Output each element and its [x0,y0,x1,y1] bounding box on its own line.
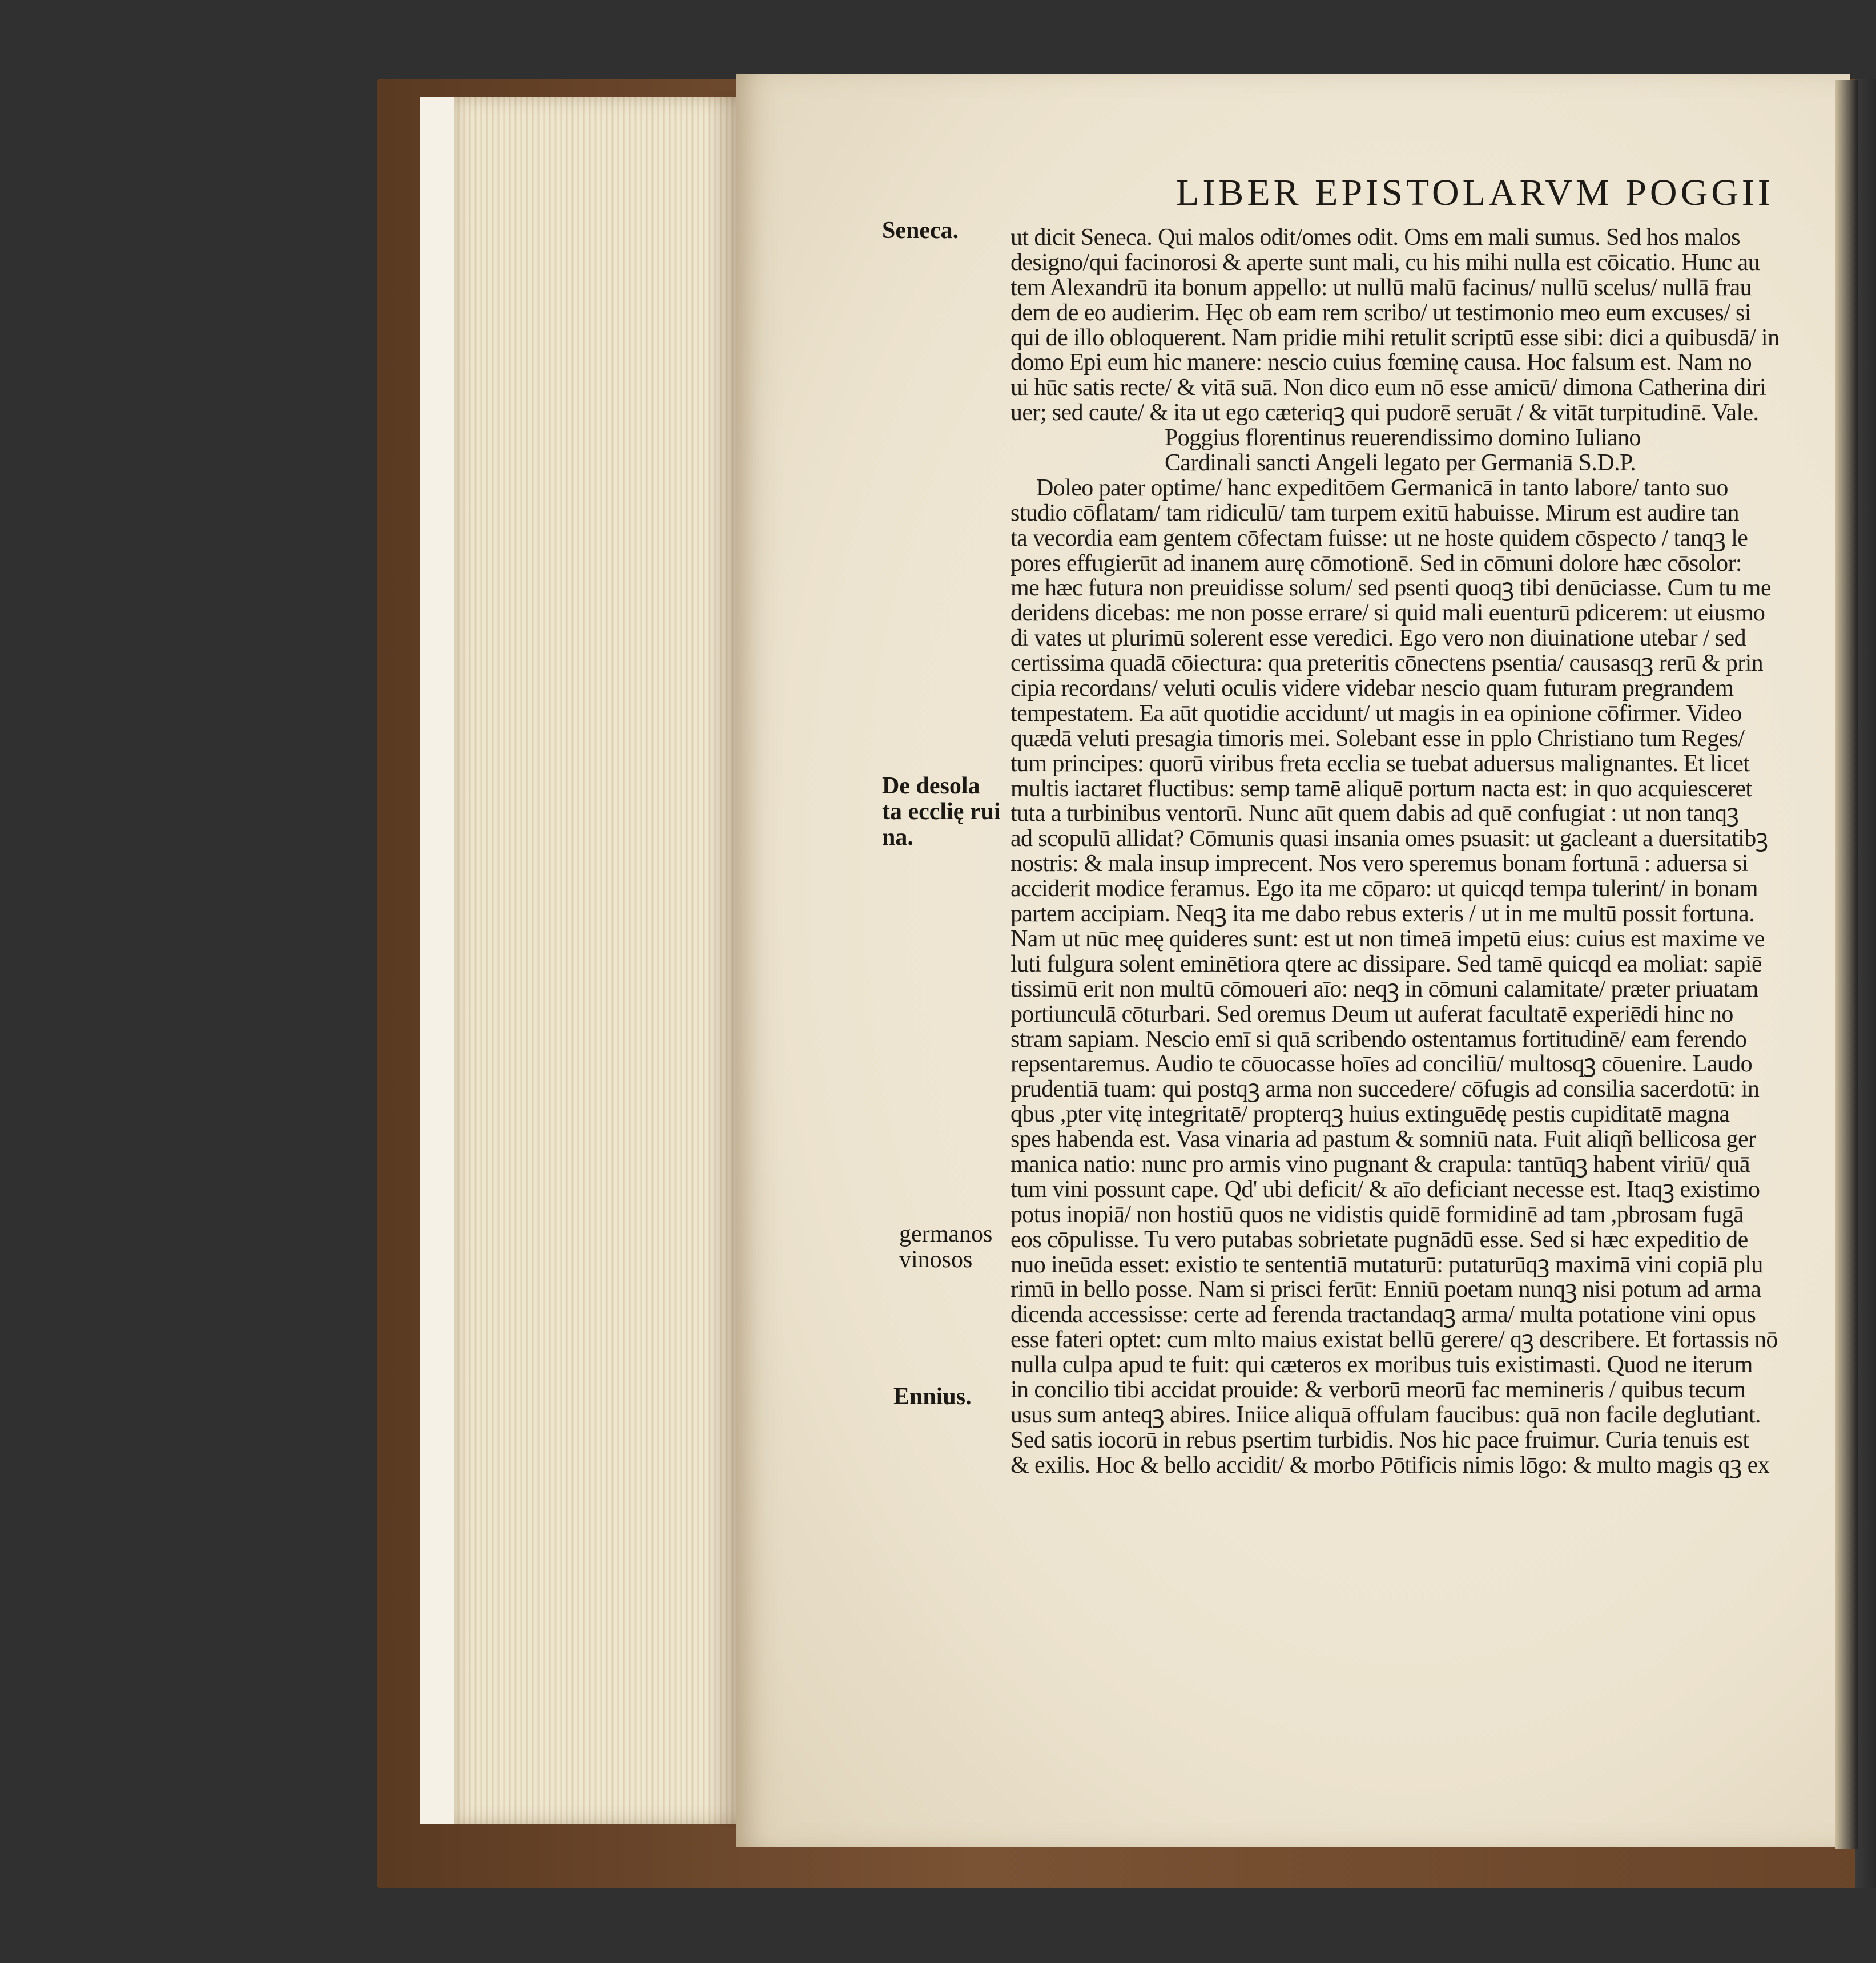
margin-note-desolata-3: na. [882,824,913,851]
text-line: ui hūc satis recte/ & vitā suā. Non dico eum nō esse amicū/ dimona Catherina diri [1011,376,1766,401]
text-line: usus sum anteqꝫ abires. Iniice aliquā offulam faucibus: quā non facile deglutiant. [1011,1402,1761,1428]
text-line: designo/qui facinorosi & aperte sunt mali, cu his mihi nulla est cōicatio. Hunc au [1011,250,1760,276]
text-line: domo Epi eum hic manere: nescio cuius fœminę causa. Hoc falsum est. Nam no [1011,350,1752,376]
page-edges-stack [454,97,751,1824]
text-line: qbus ,pter vitę integritatē/ propterqꝫ huius extinguēdę pestis cupiditatē magna [1011,1102,1730,1128]
running-head: LIBER EPISTOLARVM POGGII [1176,172,1774,213]
text-line: Doleo pater optime/ hanc expeditōem Germanicā in tanto labore/ tanto suo [1036,475,1728,501]
text-line: in concilio tibi accidat prouide: & verborū meorū fac memineris / quibus tecum [1011,1377,1746,1403]
text-line: ut dicit Seneca. Qui malos odit/omes odit. Oms em mali sumus. Sed hos malos [1011,225,1740,251]
text-line: studio cōflatam/ tam ridiculū/ tam turpem exitū habuisse. Mirum est audire tan [1011,501,1739,526]
text-line: tuta a turbinibus ventorū. Nunc aūt quem dabis ad quē confugiat : ut non tanqꝫ [1011,801,1739,827]
text-line: rimū in bello posse. Nam si prisci ferūt: Enniū poetam nunqꝫ nisi potum ad arma [1011,1277,1761,1303]
text-line: manica natio: nunc pro armis vino pugnant & crapula: tantūqꝫ habent viriū/ quā [1011,1152,1750,1178]
margin-note-desolata-2: ta ecclię rui [882,799,1001,825]
text-line: stram sapiam. Nescio emī si quā scribendo ostentamus fortitudinē/ eam ferendo [1011,1027,1747,1053]
text-line: spes habenda est. Vasa vinaria ad pastum & somniū nata. Fuit aliqñ bellicosa ger [1011,1127,1756,1152]
text-line: eos cōpulisse. Tu vero putabas sobrietate pugnādū esse. Sed si hæc expeditio de [1011,1227,1748,1253]
show-through-text [891,400,896,425]
text-line: luti fulgura solent eminētiora qtere ac dissipare. Sed tamē quicqd ea moliat: sapiē [1011,952,1762,977]
binding-edge [1855,79,1876,1888]
margin-note-vinosos: vinosos [899,1247,973,1273]
text-line: esse fateri optet: cum mlto maius existat bellū gerere/ qꝫ describere. Et fortassis nō [1011,1328,1778,1353]
text-line: multis iactaret fluctibus: semp tamē aliquē portum nacta est: in quo acquiesceret [1011,776,1752,802]
text-line: pores effugierūt ad inanem aurę cōmotionē. Sed in cōmuni dolore hæc cōsolor: [1011,551,1742,577]
text-line: Nam ut nūc meę quideres sunt: est ut non timeā impetū eius: cuius est maxime ve [1011,926,1765,952]
text-line: tum vini possunt cape. Qd' ubi deficit/ & aīo deficiant necesse est. Itaqꝫ existimo [1011,1177,1760,1203]
text-line: qui de illo obloquerent. Nam pridie mihi retulit scriptū esse sibi: dici a quibusdā/ in [1011,325,1780,351]
text-line: dem de eo audierim. Hęc ob eam rem scribo/ ut testimonio meo eum excuses/ si [1011,300,1751,326]
text-line: acciderit modice feramus. Ego ita me cōparo: ut quicqd tempa tulerint/ in bonam [1011,877,1758,902]
margin-note-seneca: Seneca. [882,217,959,244]
text-line: & exilis. Hoc & bello accidit/ & morbo Pōtificis nimis lōgo: & multo magis qꝫ ex [1011,1453,1770,1478]
text-line: tum principes: quorū viribus freta ecclia se tuebat aduersus malignantes. Et licet [1011,751,1750,777]
text-line: nuo ineūda esset: existio te sententiā mutaturū: putaturūqꝫ maximā vini copiā plu [1011,1252,1763,1278]
text-line: quædā veluti presagia timoris mei. Solebant esse in pplo Christiano tum Reges/ [1011,726,1745,752]
text-line: me hæc futura non preuidisse solum/ sed psenti quoqꝫ tibi denūciasse. Cum tu me [1011,576,1771,602]
text-line: nostris: & mala insup imprecent. Nos vero speremus bonam fortunā : aduersa si [1011,852,1748,877]
text-line: dicenda accessisse: certe ad ferenda tractandaqꝫ arma/ multa potatione vini opus [1011,1303,1756,1328]
text-line: Sed satis iocorū in rebus psertim turbidis. Nos hic pace fruimur. Curia tenuis est [1011,1428,1749,1453]
text-line: portiunculā cōturbari. Sed oremus Deum ut auferat facultatē experiēdi hinc no [1011,1002,1733,1027]
text-line: prudentiā tuam: qui postqꝫ arma non succedere/ cōfugis ad consilia sacerdotū: in [1011,1077,1760,1103]
margin-note-germanos: germanos [899,1221,993,1247]
text-line: partem accipiam. Neqꝫ ita me dabo rebus exteris / ut in me multū possit fortuna. [1011,902,1755,927]
flyleaf-edge [420,97,454,1824]
margin-note-ennius: Ennius. [893,1384,972,1410]
salutation-line: Cardinali sancti Angeli legato per Germaniā S.D.P. [1165,451,1636,476]
text-line: ad scopulū allidat? Cōmunis quasi insania omes psuasit: ut gacleant a duersitatibꝫ [1011,827,1768,852]
text-line: repsentaremus. Audio te cōuocasse hoīes ad conciliū/ multosqꝫ cōuenire. Laudo [1011,1052,1753,1078]
text-line: cipia recordans/ veluti oculis videre videbar nescio quam futuram pregrandem [1011,676,1734,702]
text-line: tempestatem. Ea aūt quotidie accidunt/ ut magis in ea opinione cōfirmer. Video [1011,701,1742,727]
text-line: deridens dicebas: me non posse errare/ si quid mali euenturū pdicerem: ut eiusmo [1011,601,1765,627]
text-line: potus inopiā/ non hostiū quos ne vidistis quidē formidinē ad tam ,pbrosam fugā [1011,1202,1744,1228]
text-line: nulla culpa apud te fuit: qui cæteros ex moribus tuis existimasti. Quod ne iterum [1011,1353,1753,1378]
gutter-shadow [1835,80,1858,1849]
text-line: certissima quadā cōiectura: qua preteritis cōnectens psentia/ causasqꝫ rerū & prin [1011,651,1764,677]
text-line: uer; sed caute/ & ita ut ego cæteriqꝫ qui pudorē seruāt / & vitāt turpitudinē. Vale. [1011,401,1759,426]
margin-note-desolata-1: De desola [882,773,980,799]
text-line: di vates ut plurimū solerent esse veredici. Ego vero non diuinatione utebar / sed [1011,626,1746,652]
letter-body [1011,225,1821,1478]
text-line: ta vecordia eam gentem cōfectam fuisse: ut ne hoste quidem cōspecto / tanqꝫ le [1011,526,1748,551]
salutation-line: Poggius florentinus reuerendissimo domino Iuliano [1165,426,1641,452]
text-line: tem Alexandrū ita bonum appello: ut nullū malū facinus/ nullū scelus/ nullā frau [1011,275,1752,301]
text-line: tissimū erit non multū cōmoueri aīo: neqꝫ in cōmuni calamitate/ præter priuatam [1011,977,1758,1002]
